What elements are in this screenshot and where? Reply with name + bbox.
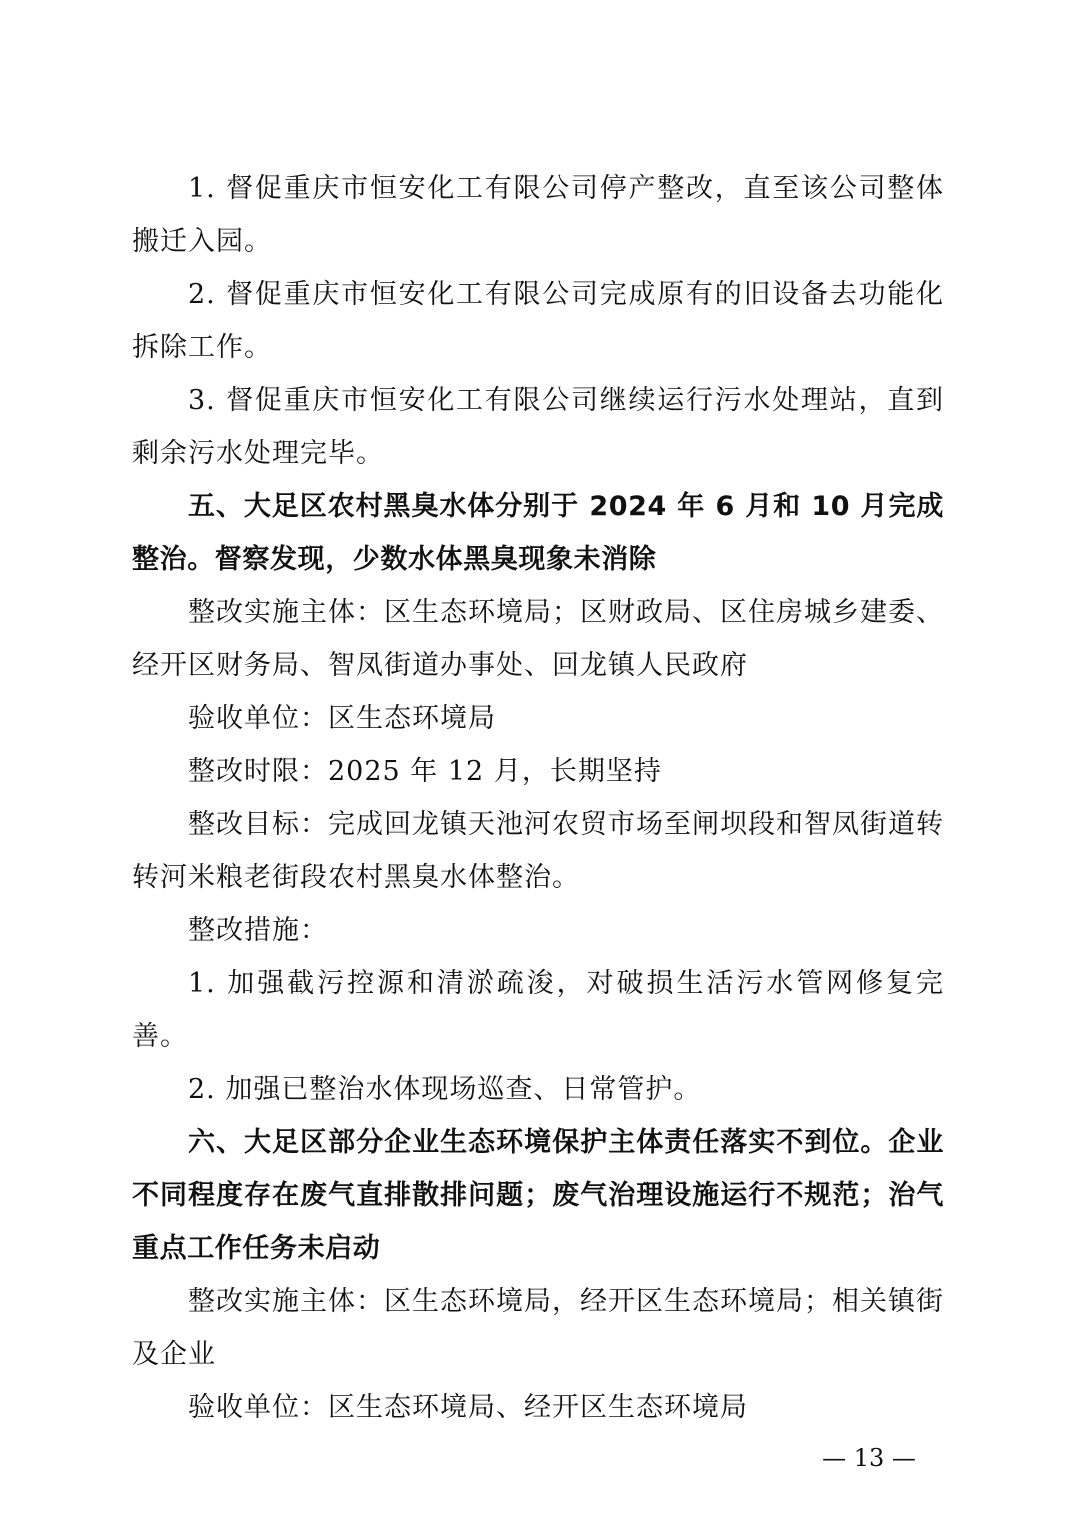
section-five-measures-label: 整改措施： (188, 915, 328, 946)
section-six-heading: 六、大足区部分企业生态环境保护主体责任落实不到位。企业不同程度存在废气直排散排问题；废气治理设施运行不规范；治气重点工作任务未启动 (132, 1127, 944, 1264)
section-five-goal: 整改目标：完成回龙镇天池河农贸市场至闸坝段和智凤街道转转河米粮老街段农村黑臭水体整治。 (132, 809, 944, 893)
section-five-measure-2: 2. 加强已整治水体现场巡查、日常管护。 (188, 1074, 702, 1105)
section-five-responsible-units: 整改实施主体：区生态环境局；区财政局、区住房城乡建委、经开区财务局、智凤街道办事处、回龙镇人民政府 (132, 597, 944, 681)
section-five-heading: 五、大足区农村黑臭水体分别于 2024 年 6 月和 10 月完成整治。督察发现，少数水体黑臭现象未消除 (132, 491, 944, 575)
page-number: — 13 — (822, 1444, 916, 1472)
measure-3-paragraph: 3. 督促重庆市恒安化工有限公司继续运行污水处理站，直到剩余污水处理完毕。 (132, 385, 944, 469)
measure-2-paragraph: 2. 督促重庆市恒安化工有限公司完成原有的旧设备去功能化拆除工作。 (132, 279, 944, 363)
document-body (132, 162, 944, 1434)
section-five-measure-1: 1. 加强截污控源和清淤疏浚，对破损生活污水管网修复完善。 (132, 968, 944, 1052)
section-six-responsible-units: 整改实施主体：区生态环境局，经开区生态环境局；相关镇街及企业 (132, 1286, 944, 1370)
measure-1-paragraph: 1. 督促重庆市恒安化工有限公司停产整改，直至该公司整体搬迁入园。 (132, 173, 944, 257)
section-five-acceptance-unit: 验收单位：区生态环境局 (188, 703, 496, 734)
section-six-acceptance-unit: 验收单位：区生态环境局、经开区生态环境局 (188, 1392, 748, 1423)
section-five-deadline: 整改时限：2025 年 12 月，长期坚持 (188, 756, 662, 787)
